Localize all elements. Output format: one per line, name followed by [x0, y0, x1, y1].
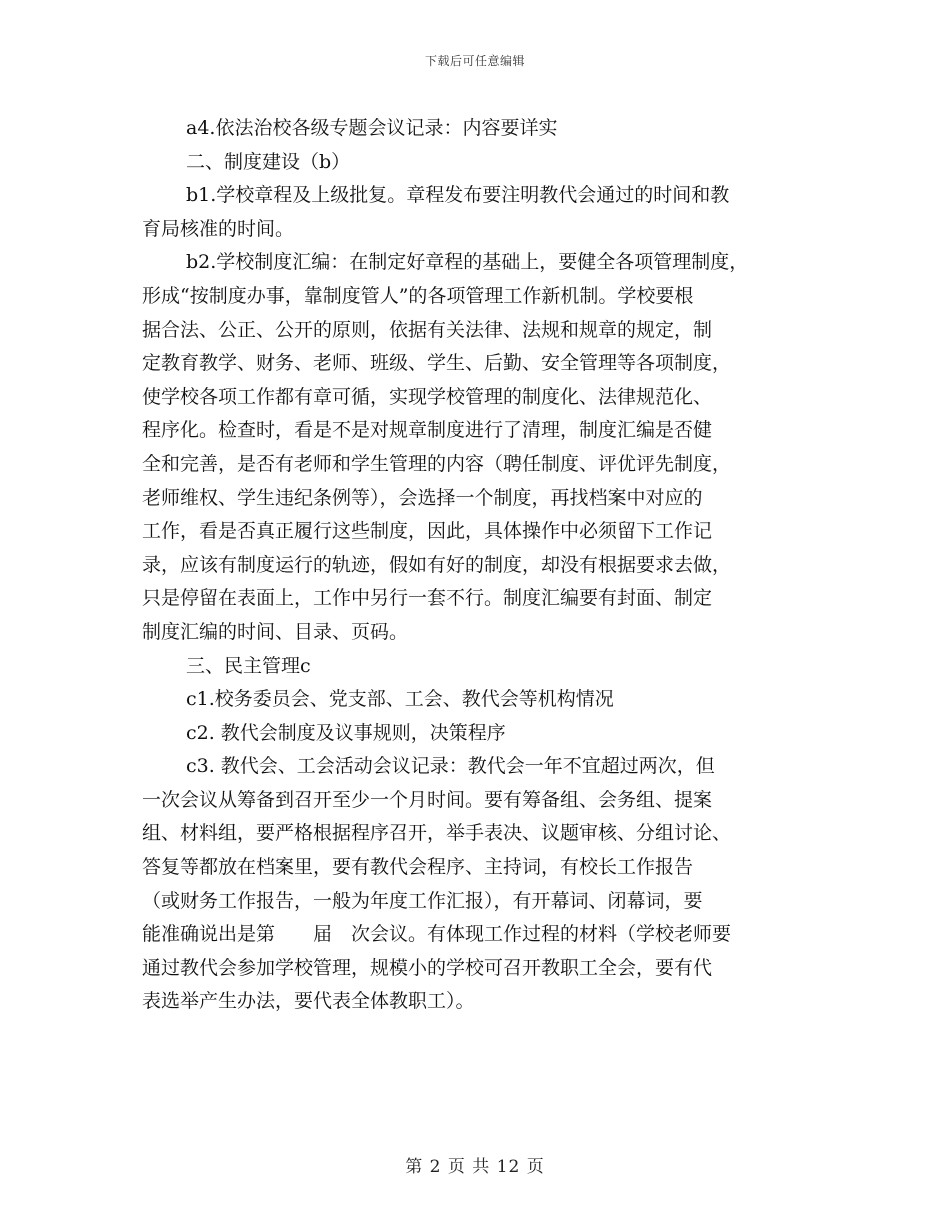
- section-heading-c: 三、民主管理c: [186, 654, 311, 677]
- body-line: b2.学校制度汇编：在制定好章程的基础上，要健全各项管理制度，: [186, 251, 749, 274]
- body-line: b1.学校章程及上级批复。章程发布要注明教代会通过的时间和教: [186, 184, 730, 207]
- body-line: 一次会议从筹备到召开至少一个月时间。要有筹备组、会务组、提案: [142, 788, 713, 811]
- body-line: 使学校各项工作都有章可循，实现学校管理的制度化、法律规范化、: [142, 385, 713, 408]
- body-line: 能准确说出是第 届 次会议。有体现工作过程的材料（学校老师要: [142, 923, 732, 946]
- section-heading-b: 二、制度建设（b）: [186, 150, 351, 173]
- body-line: 制度汇编的时间、目录、页码。: [142, 620, 409, 643]
- body-line: 育局核准的时间。: [142, 217, 295, 240]
- page-header-note: 下载后可任意编辑: [424, 54, 525, 68]
- body-line: 通过教代会参加学校管理，规模小的学校可召开教职工全会，要有代: [142, 956, 713, 979]
- body-line: 老师维权、学生违纪条例等），会选择一个制度，再找档案中对应的: [142, 486, 703, 509]
- body-line: 程序化。检查时，看是不是对规章制度进行了清理，制度汇编是否健: [142, 419, 713, 442]
- body-line: 据合法、公正、公开的原则，依据有关法律、法规和规章的规定，制: [142, 318, 713, 341]
- page-number-footer: 第 2 页 共 12 页: [405, 1157, 545, 1177]
- body-line: 形成“按制度办事，靠制度管人”的各项管理工作新机制。学校要根: [142, 284, 694, 307]
- body-line: （或财务工作报告，一般为年度工作汇报），有开幕词、闭幕词，要: [142, 889, 703, 912]
- document-body: [142, 112, 810, 1019]
- body-line: a4.依法治校各级专题会议记录：内容要详实: [186, 117, 558, 139]
- body-line: c2. 教代会制度及议事规则，决策程序: [186, 721, 506, 744]
- body-line: 工作，看是否真正履行这些制度，因此，具体操作中必须留下工作记: [142, 520, 713, 543]
- body-line: 全和完善，是否有老师和学生管理的内容（聘任制度、评优评先制度，: [142, 452, 732, 475]
- body-line: 只是停留在表面上，工作中另行一套不行。制度汇编要有封面、制定: [142, 587, 713, 610]
- body-line: 组、材料组，要严格根据程序召开，举手表决、议题审核、分组讨论、: [142, 822, 732, 845]
- body-line: 表选举产生办法，要代表全体教职工）。: [142, 990, 475, 1013]
- body-line: c3. 教代会、工会活动会议记录：教代会一年不宜超过两次，但: [186, 755, 715, 778]
- body-line: 答复等都放在档案里，要有教代会程序、主持词，有校长工作报告: [142, 856, 694, 879]
- body-line: 定教育教学、财务、老师、班级、学生、后勤、安全管理等各项制度，: [142, 352, 732, 375]
- body-line: c1.校务委员会、党支部、工会、教代会等机构情况: [186, 688, 614, 711]
- body-line: 录，应该有制度运行的轨迹，假如有好的制度，却没有根据要求去做，: [142, 553, 732, 576]
